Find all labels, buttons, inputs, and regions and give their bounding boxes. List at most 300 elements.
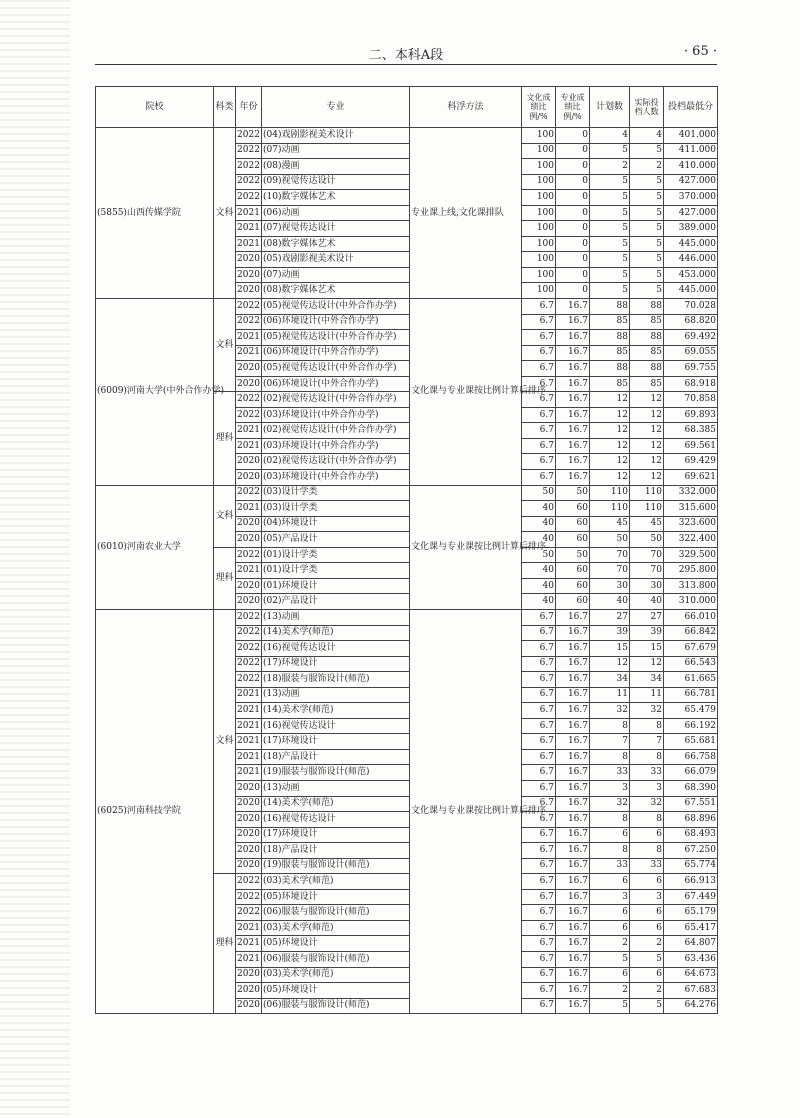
major-cell: (06)环境设计(中外合作办学) xyxy=(262,314,410,330)
col-header-plan: 计划数 xyxy=(590,87,630,128)
culture-ratio-cell: 100 xyxy=(522,190,556,206)
major-cell: (03)美术学(师范) xyxy=(262,920,410,936)
actual-cell: 5 xyxy=(630,267,664,283)
major-ratio-cell: 16.7 xyxy=(556,361,590,377)
major-cell: (06)动画 xyxy=(262,205,410,221)
major-cell: (14)美术学(师范) xyxy=(262,625,410,641)
major-ratio-cell: 60 xyxy=(556,578,590,594)
category-cell: 文科 xyxy=(214,299,236,392)
major-cell: (06)环境设计(中外合作办学) xyxy=(262,345,410,361)
year-cell: 2020 xyxy=(236,532,262,548)
plan-cell: 40 xyxy=(590,594,630,610)
min-score-cell: 69.492 xyxy=(664,330,718,346)
plan-cell: 5 xyxy=(590,951,630,967)
actual-cell: 5 xyxy=(630,998,664,1014)
major-ratio-cell: 16.7 xyxy=(556,936,590,952)
culture-ratio-cell: 40 xyxy=(522,563,556,579)
major-ratio-cell: 60 xyxy=(556,501,590,517)
major-cell: (06)服装与服饰设计(师范) xyxy=(262,998,410,1014)
major-cell: (07)动画 xyxy=(262,143,410,159)
actual-cell: 2 xyxy=(630,159,664,175)
actual-cell: 6 xyxy=(630,967,664,983)
plan-cell: 12 xyxy=(590,656,630,672)
year-cell: 2020 xyxy=(236,578,262,594)
major-cell: (08)数字媒体艺术 xyxy=(262,283,410,299)
year-cell: 2020 xyxy=(236,267,262,283)
major-ratio-cell: 50 xyxy=(556,547,590,563)
page-edge-scan-noise xyxy=(0,0,70,1118)
col-header-method: 科浮方法 xyxy=(410,87,522,128)
plan-cell: 11 xyxy=(590,687,630,703)
major-cell: (03)美术学(师范) xyxy=(262,874,410,890)
plan-cell: 85 xyxy=(590,345,630,361)
min-score-cell: 370.000 xyxy=(664,190,718,206)
culture-ratio-cell: 6.7 xyxy=(522,812,556,828)
major-cell: (06)服装与服饰设计(师范) xyxy=(262,905,410,921)
major-cell: (03)设计学类 xyxy=(262,501,410,517)
plan-cell: 50 xyxy=(590,532,630,548)
major-ratio-cell: 16.7 xyxy=(556,843,590,859)
culture-ratio-cell: 50 xyxy=(522,547,556,563)
actual-cell: 12 xyxy=(630,423,664,439)
min-score-cell: 65.774 xyxy=(664,858,718,874)
year-cell: 2021 xyxy=(236,718,262,734)
actual-cell: 85 xyxy=(630,314,664,330)
major-cell: (03)环境设计(中外合作办学) xyxy=(262,407,410,423)
year-cell: 2021 xyxy=(236,687,262,703)
plan-cell: 85 xyxy=(590,314,630,330)
major-cell: (17)环境设计 xyxy=(262,734,410,750)
culture-ratio-cell: 6.7 xyxy=(522,672,556,688)
col-header-min-score: 投档最低分 xyxy=(664,87,718,128)
major-cell: (06)服装与服饰设计(师范) xyxy=(262,951,410,967)
min-score-cell: 65.179 xyxy=(664,905,718,921)
year-cell: 2022 xyxy=(236,174,262,190)
actual-cell: 6 xyxy=(630,905,664,921)
min-score-cell: 67.250 xyxy=(664,843,718,859)
culture-ratio-cell: 6.7 xyxy=(522,718,556,734)
plan-cell: 3 xyxy=(590,889,630,905)
culture-ratio-cell: 40 xyxy=(522,532,556,548)
year-cell: 2022 xyxy=(236,625,262,641)
major-cell: (16)视觉传达设计 xyxy=(262,641,410,657)
major-cell: (05)环境设计 xyxy=(262,983,410,999)
category-cell: 理科 xyxy=(214,392,236,485)
min-score-cell: 66.192 xyxy=(664,718,718,734)
actual-cell: 39 xyxy=(630,625,664,641)
actual-cell: 2 xyxy=(630,983,664,999)
min-score-cell: 66.010 xyxy=(664,609,718,625)
year-cell: 2020 xyxy=(236,827,262,843)
major-ratio-cell: 16.7 xyxy=(556,812,590,828)
major-cell: (02)视觉传达设计(中外合作办学) xyxy=(262,392,410,408)
major-ratio-cell: 16.7 xyxy=(556,687,590,703)
year-cell: 2021 xyxy=(236,920,262,936)
year-cell: 2021 xyxy=(236,749,262,765)
major-cell: (03)环境设计(中外合作办学) xyxy=(262,470,410,486)
min-score-cell: 389.000 xyxy=(664,221,718,237)
min-score-cell: 61.665 xyxy=(664,672,718,688)
col-header-major: 专业 xyxy=(262,87,410,128)
year-cell: 2021 xyxy=(236,951,262,967)
major-cell: (03)环境设计(中外合作办学) xyxy=(262,438,410,454)
actual-cell: 85 xyxy=(630,345,664,361)
plan-cell: 6 xyxy=(590,874,630,890)
culture-ratio-cell: 6.7 xyxy=(522,858,556,874)
min-score-cell: 313.800 xyxy=(664,578,718,594)
admission-table xyxy=(95,86,718,1014)
plan-cell: 12 xyxy=(590,407,630,423)
col-header-category: 科类 xyxy=(214,87,236,128)
actual-cell: 33 xyxy=(630,765,664,781)
plan-cell: 5 xyxy=(590,236,630,252)
major-cell: (17)环境设计 xyxy=(262,656,410,672)
plan-cell: 6 xyxy=(590,827,630,843)
year-cell: 2021 xyxy=(236,330,262,346)
major-ratio-cell: 16.7 xyxy=(556,609,590,625)
actual-cell: 70 xyxy=(630,547,664,563)
plan-cell: 6 xyxy=(590,920,630,936)
major-cell: (13)动画 xyxy=(262,687,410,703)
actual-cell: 5 xyxy=(630,951,664,967)
year-cell: 2022 xyxy=(236,190,262,206)
actual-cell: 33 xyxy=(630,858,664,874)
major-ratio-cell: 16.7 xyxy=(556,672,590,688)
culture-ratio-cell: 6.7 xyxy=(522,392,556,408)
major-cell: (04)戏剧影视美术设计 xyxy=(262,128,410,144)
major-cell: (05)视觉传达设计(中外合作办学) xyxy=(262,361,410,377)
major-ratio-cell: 16.7 xyxy=(556,703,590,719)
category-cell: 文科 xyxy=(214,485,236,547)
min-score-cell: 69.055 xyxy=(664,345,718,361)
culture-ratio-cell: 6.7 xyxy=(522,625,556,641)
major-ratio-cell: 60 xyxy=(556,594,590,610)
major-ratio-cell: 60 xyxy=(556,563,590,579)
year-cell: 2022 xyxy=(236,641,262,657)
min-score-cell: 446.000 xyxy=(664,252,718,268)
plan-cell: 6 xyxy=(590,905,630,921)
min-score-cell: 401.000 xyxy=(664,128,718,144)
year-cell: 2021 xyxy=(236,703,262,719)
major-cell: (04)环境设计 xyxy=(262,516,410,532)
major-ratio-cell: 16.7 xyxy=(556,345,590,361)
method-cell: 专业课上线,文化课排队 xyxy=(410,128,522,299)
major-cell: (05)产品设计 xyxy=(262,532,410,548)
year-cell: 2020 xyxy=(236,361,262,377)
actual-cell: 6 xyxy=(630,920,664,936)
major-ratio-cell: 16.7 xyxy=(556,951,590,967)
year-cell: 2020 xyxy=(236,470,262,486)
major-cell: (13)动画 xyxy=(262,780,410,796)
culture-ratio-cell: 6.7 xyxy=(522,299,556,315)
method-cell: 文化课与专业课按比例计算后排序 xyxy=(410,299,522,486)
major-cell: (18)产品设计 xyxy=(262,843,410,859)
min-score-cell: 310.000 xyxy=(664,594,718,610)
culture-ratio-cell: 40 xyxy=(522,516,556,532)
major-ratio-cell: 16.7 xyxy=(556,438,590,454)
culture-ratio-cell: 6.7 xyxy=(522,687,556,703)
culture-ratio-cell: 6.7 xyxy=(522,780,556,796)
major-cell: (05)环境设计 xyxy=(262,889,410,905)
min-score-cell: 322.400 xyxy=(664,532,718,548)
major-ratio-cell: 16.7 xyxy=(556,625,590,641)
culture-ratio-cell: 6.7 xyxy=(522,345,556,361)
major-cell: (02)视觉传达设计(中外合作办学) xyxy=(262,454,410,470)
major-cell: (19)服装与服饰设计(师范) xyxy=(262,858,410,874)
school-name-cell: (6025)河南科技学院 xyxy=(96,609,214,1013)
year-cell: 2022 xyxy=(236,889,262,905)
plan-cell: 2 xyxy=(590,159,630,175)
table-row xyxy=(96,609,718,625)
min-score-cell: 68.493 xyxy=(664,827,718,843)
major-ratio-cell: 0 xyxy=(556,205,590,221)
min-score-cell: 67.683 xyxy=(664,983,718,999)
culture-ratio-cell: 6.7 xyxy=(522,967,556,983)
min-score-cell: 65.479 xyxy=(664,703,718,719)
major-cell: (02)视觉传达设计(中外合作办学) xyxy=(262,423,410,439)
table-row xyxy=(96,485,718,501)
method-cell: 文化课与专业课按比例计算后排序 xyxy=(410,485,522,609)
culture-ratio-cell: 6.7 xyxy=(522,407,556,423)
culture-ratio-cell: 6.7 xyxy=(522,765,556,781)
culture-ratio-cell: 6.7 xyxy=(522,734,556,750)
min-score-cell: 64.807 xyxy=(664,936,718,952)
culture-ratio-cell: 6.7 xyxy=(522,951,556,967)
major-ratio-cell: 0 xyxy=(556,283,590,299)
major-ratio-cell: 16.7 xyxy=(556,967,590,983)
actual-cell: 110 xyxy=(630,501,664,517)
min-score-cell: 68.385 xyxy=(664,423,718,439)
actual-cell: 5 xyxy=(630,252,664,268)
min-score-cell: 445.000 xyxy=(664,236,718,252)
plan-cell: 5 xyxy=(590,998,630,1014)
category-cell: 理科 xyxy=(214,547,236,609)
col-header-major-ratio: 专业成绩比例/% xyxy=(556,87,590,128)
year-cell: 2022 xyxy=(236,874,262,890)
plan-cell: 2 xyxy=(590,983,630,999)
year-cell: 2020 xyxy=(236,983,262,999)
culture-ratio-cell: 6.7 xyxy=(522,936,556,952)
actual-cell: 30 xyxy=(630,578,664,594)
year-cell: 2022 xyxy=(236,905,262,921)
major-cell: (05)视觉传达设计(中外合作办学) xyxy=(262,330,410,346)
plan-cell: 110 xyxy=(590,501,630,517)
major-cell: (09)视觉传达设计 xyxy=(262,174,410,190)
culture-ratio-cell: 6.7 xyxy=(522,454,556,470)
major-ratio-cell: 16.7 xyxy=(556,314,590,330)
major-ratio-cell: 60 xyxy=(556,516,590,532)
major-ratio-cell: 16.7 xyxy=(556,376,590,392)
year-cell: 2022 xyxy=(236,128,262,144)
major-ratio-cell: 16.7 xyxy=(556,874,590,890)
plan-cell: 8 xyxy=(590,843,630,859)
plan-cell: 32 xyxy=(590,703,630,719)
actual-cell: 5 xyxy=(630,190,664,206)
major-ratio-cell: 16.7 xyxy=(556,827,590,843)
major-ratio-cell: 16.7 xyxy=(556,796,590,812)
major-ratio-cell: 16.7 xyxy=(556,407,590,423)
year-cell: 2022 xyxy=(236,485,262,501)
major-ratio-cell: 16.7 xyxy=(556,889,590,905)
major-cell: (17)环境设计 xyxy=(262,827,410,843)
min-score-cell: 65.681 xyxy=(664,734,718,750)
min-score-cell: 68.918 xyxy=(664,376,718,392)
plan-cell: 5 xyxy=(590,221,630,237)
min-score-cell: 69.893 xyxy=(664,407,718,423)
plan-cell: 85 xyxy=(590,376,630,392)
min-score-cell: 66.543 xyxy=(664,656,718,672)
major-ratio-cell: 0 xyxy=(556,252,590,268)
plan-cell: 12 xyxy=(590,454,630,470)
major-cell: (01)设计学类 xyxy=(262,563,410,579)
culture-ratio-cell: 100 xyxy=(522,205,556,221)
plan-cell: 5 xyxy=(590,190,630,206)
major-ratio-cell: 16.7 xyxy=(556,920,590,936)
major-ratio-cell: 16.7 xyxy=(556,734,590,750)
culture-ratio-cell: 6.7 xyxy=(522,843,556,859)
major-ratio-cell: 16.7 xyxy=(556,749,590,765)
actual-cell: 5 xyxy=(630,283,664,299)
actual-cell: 5 xyxy=(630,143,664,159)
plan-cell: 12 xyxy=(590,423,630,439)
major-cell: (07)视觉传达设计 xyxy=(262,221,410,237)
actual-cell: 40 xyxy=(630,594,664,610)
major-cell: (14)美术学(师范) xyxy=(262,703,410,719)
major-ratio-cell: 16.7 xyxy=(556,299,590,315)
actual-cell: 12 xyxy=(630,438,664,454)
actual-cell: 8 xyxy=(630,749,664,765)
major-ratio-cell: 16.7 xyxy=(556,392,590,408)
culture-ratio-cell: 6.7 xyxy=(522,314,556,330)
min-score-cell: 64.276 xyxy=(664,998,718,1014)
plan-cell: 88 xyxy=(590,299,630,315)
min-score-cell: 68.390 xyxy=(664,780,718,796)
year-cell: 2020 xyxy=(236,812,262,828)
culture-ratio-cell: 40 xyxy=(522,594,556,610)
min-score-cell: 68.820 xyxy=(664,314,718,330)
plan-cell: 70 xyxy=(590,547,630,563)
min-score-cell: 410.000 xyxy=(664,159,718,175)
major-cell: (03)设计学类 xyxy=(262,485,410,501)
plan-cell: 88 xyxy=(590,330,630,346)
year-cell: 2021 xyxy=(236,345,262,361)
actual-cell: 85 xyxy=(630,376,664,392)
culture-ratio-cell: 40 xyxy=(522,578,556,594)
actual-cell: 5 xyxy=(630,205,664,221)
col-header-school: 院校 xyxy=(96,87,214,128)
min-score-cell: 67.449 xyxy=(664,889,718,905)
plan-cell: 6 xyxy=(590,967,630,983)
major-cell: (05)视觉传达设计(中外合作办学) xyxy=(262,299,410,315)
major-ratio-cell: 50 xyxy=(556,485,590,501)
school-name-cell: (6010)河南农业大学 xyxy=(96,485,214,609)
min-score-cell: 67.679 xyxy=(664,641,718,657)
major-cell: (08)数字媒体艺术 xyxy=(262,236,410,252)
actual-cell: 5 xyxy=(630,236,664,252)
year-cell: 2020 xyxy=(236,967,262,983)
min-score-cell: 445.000 xyxy=(664,283,718,299)
year-cell: 2022 xyxy=(236,609,262,625)
culture-ratio-cell: 6.7 xyxy=(522,470,556,486)
year-cell: 2020 xyxy=(236,780,262,796)
min-score-cell: 315.600 xyxy=(664,501,718,517)
category-cell: 文科 xyxy=(214,609,236,873)
actual-cell: 27 xyxy=(630,609,664,625)
page-header xyxy=(95,40,717,65)
actual-cell: 12 xyxy=(630,392,664,408)
plan-cell: 33 xyxy=(590,858,630,874)
year-cell: 2020 xyxy=(236,858,262,874)
major-cell: (06)环境设计(中外合作办学) xyxy=(262,376,410,392)
actual-cell: 12 xyxy=(630,656,664,672)
actual-cell: 8 xyxy=(630,843,664,859)
col-header-year: 年份 xyxy=(236,87,262,128)
culture-ratio-cell: 50 xyxy=(522,485,556,501)
major-ratio-cell: 16.7 xyxy=(556,470,590,486)
culture-ratio-cell: 6.7 xyxy=(522,983,556,999)
section-title: 二、本科A段 xyxy=(368,48,444,63)
major-ratio-cell: 16.7 xyxy=(556,454,590,470)
plan-cell: 3 xyxy=(590,780,630,796)
year-cell: 2021 xyxy=(236,734,262,750)
year-cell: 2020 xyxy=(236,283,262,299)
col-header-culture-ratio: 文化成绩比例/% xyxy=(522,87,556,128)
plan-cell: 5 xyxy=(590,283,630,299)
culture-ratio-cell: 6.7 xyxy=(522,656,556,672)
culture-ratio-cell: 100 xyxy=(522,236,556,252)
actual-cell: 4 xyxy=(630,128,664,144)
major-ratio-cell: 16.7 xyxy=(556,641,590,657)
actual-cell: 3 xyxy=(630,780,664,796)
actual-cell: 45 xyxy=(630,516,664,532)
year-cell: 2020 xyxy=(236,998,262,1014)
category-cell: 文科 xyxy=(214,128,236,299)
year-cell: 2022 xyxy=(236,159,262,175)
culture-ratio-cell: 100 xyxy=(522,174,556,190)
major-ratio-cell: 0 xyxy=(556,143,590,159)
culture-ratio-cell: 40 xyxy=(522,501,556,517)
major-cell: (05)戏剧影视美术设计 xyxy=(262,252,410,268)
table-header-row xyxy=(96,87,718,128)
plan-cell: 88 xyxy=(590,361,630,377)
min-score-cell: 332.000 xyxy=(664,485,718,501)
major-ratio-cell: 0 xyxy=(556,128,590,144)
culture-ratio-cell: 100 xyxy=(522,283,556,299)
culture-ratio-cell: 100 xyxy=(522,128,556,144)
year-cell: 2022 xyxy=(236,547,262,563)
year-cell: 2022 xyxy=(236,656,262,672)
plan-cell: 110 xyxy=(590,485,630,501)
year-cell: 2021 xyxy=(236,438,262,454)
plan-cell: 30 xyxy=(590,578,630,594)
min-score-cell: 453.000 xyxy=(664,267,718,283)
major-ratio-cell: 16.7 xyxy=(556,858,590,874)
major-cell: (01)设计学类 xyxy=(262,547,410,563)
year-cell: 2021 xyxy=(236,221,262,237)
culture-ratio-cell: 6.7 xyxy=(522,920,556,936)
plan-cell: 2 xyxy=(590,936,630,952)
major-cell: (18)服装与服饰设计(师范) xyxy=(262,672,410,688)
culture-ratio-cell: 100 xyxy=(522,143,556,159)
table-row xyxy=(96,128,718,144)
culture-ratio-cell: 6.7 xyxy=(522,361,556,377)
method-cell: 文化课与专业课按比例计算后排序 xyxy=(410,609,522,1013)
major-cell: (03)美术学(师范) xyxy=(262,967,410,983)
major-ratio-cell: 16.7 xyxy=(556,983,590,999)
actual-cell: 70 xyxy=(630,563,664,579)
major-cell: (01)环境设计 xyxy=(262,578,410,594)
culture-ratio-cell: 6.7 xyxy=(522,998,556,1014)
